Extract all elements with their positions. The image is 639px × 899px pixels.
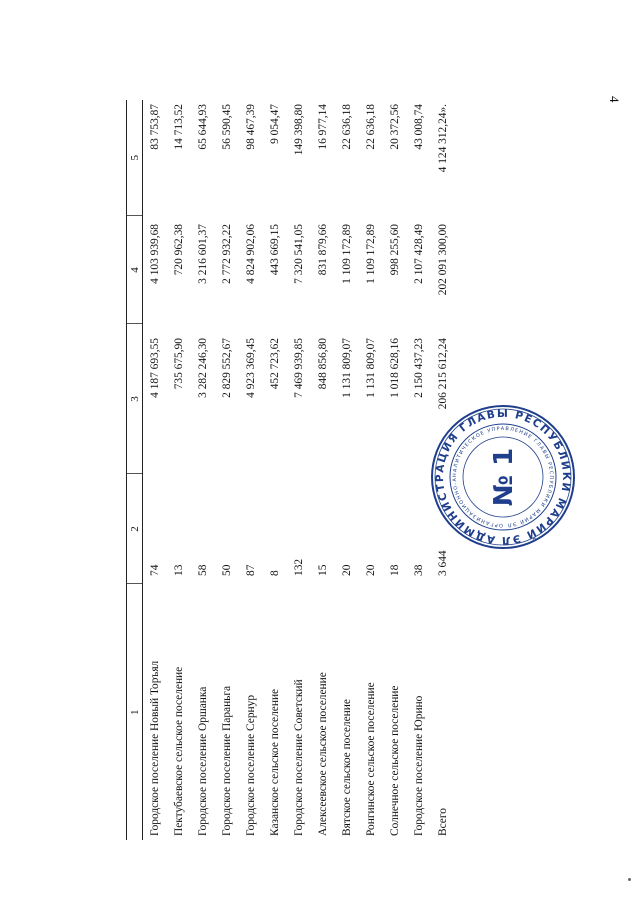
table-row bbox=[311, 100, 335, 840]
table-row bbox=[239, 100, 263, 840]
settlement-name-cell: Городское поселение Сернур bbox=[245, 694, 257, 836]
amount-col4-cell: 202 091 300,00 bbox=[437, 224, 449, 296]
amount-col5-cell: 83 753,87 bbox=[149, 104, 161, 150]
amount-col4-cell: 7 320 541,05 bbox=[293, 224, 305, 284]
table-row bbox=[335, 100, 359, 840]
amount-col3-cell: 452 723,62 bbox=[269, 338, 281, 390]
seal-outer-textpath: АДМИНИСТРАЦИЯ ГЛАВЫ РЕСПУБЛИКИ МАРИЙ ЭЛ bbox=[433, 407, 573, 547]
amount-col3-cell: 2 829 552,67 bbox=[221, 338, 233, 398]
count-cell: 132 bbox=[293, 558, 305, 576]
count-cell: 20 bbox=[365, 564, 377, 576]
settlement-name-cell: Солнечное сельское поселение bbox=[389, 685, 401, 836]
amount-col4-cell: 998 255,60 bbox=[389, 224, 401, 276]
amount-col4-cell: 1 109 172,89 bbox=[341, 224, 353, 284]
amount-col3-cell: 735 675,90 bbox=[173, 338, 185, 390]
amount-col5-cell: 16 977,14 bbox=[317, 104, 329, 150]
column-number: 5 bbox=[127, 100, 143, 216]
settlement-name-cell: Вятское сельское поселение bbox=[341, 699, 353, 836]
page-number: 4 bbox=[607, 96, 622, 103]
amount-col3-cell: 1 131 809,07 bbox=[365, 338, 377, 398]
amount-col4-cell: 831 879,66 bbox=[317, 224, 329, 276]
rotated-table-container bbox=[126, 100, 449, 840]
table-row bbox=[167, 100, 191, 840]
amount-col5-cell: 22 636,18 bbox=[341, 104, 353, 150]
amount-col4-cell: 3 216 601,37 bbox=[197, 224, 209, 284]
amount-col5-cell: 14 713,52 bbox=[173, 104, 185, 150]
amount-col3-cell: 1 018 628,16 bbox=[389, 338, 401, 398]
amount-col4-cell: 1 109 172,89 bbox=[365, 224, 377, 284]
amount-col5-cell: 98 467,39 bbox=[245, 104, 257, 150]
table-row bbox=[143, 100, 168, 840]
table-body bbox=[127, 100, 456, 840]
table-row bbox=[383, 100, 407, 840]
table-row bbox=[263, 100, 287, 840]
round-seal bbox=[428, 402, 578, 552]
amount-col3-cell: 848 856,80 bbox=[317, 338, 329, 390]
settlement-name-cell: Городское поселение Новый Торъял bbox=[149, 660, 161, 836]
amount-col4-cell: 720 962,38 bbox=[173, 224, 185, 276]
amount-col3-cell: 7 469 939,85 bbox=[293, 338, 305, 398]
count-cell: 20 bbox=[341, 564, 353, 576]
amount-col3-cell: 3 282 246,30 bbox=[197, 338, 209, 398]
binder-hole-mark bbox=[628, 878, 631, 881]
amount-col3-cell: 4 187 693,55 bbox=[149, 338, 161, 398]
settlement-name-cell: Городское поселение Советский bbox=[293, 679, 305, 836]
amount-col3-cell: 4 923 369,45 bbox=[245, 338, 257, 398]
amount-col5-cell: 43 008,74 bbox=[413, 104, 425, 150]
column-number-row bbox=[127, 100, 143, 840]
count-cell: 15 bbox=[317, 564, 329, 576]
settlement-name-cell: Ронгинское сельское поселение bbox=[365, 682, 377, 836]
amount-col5-cell: 149 398,80 bbox=[293, 104, 305, 156]
column-number: 4 bbox=[127, 216, 143, 324]
count-cell: 87 bbox=[245, 564, 257, 576]
amount-col3-cell: 206 215 612,24 bbox=[437, 338, 449, 410]
count-cell: 58 bbox=[197, 564, 209, 576]
amount-col4-cell: 4 103 939,68 bbox=[149, 224, 161, 284]
count-cell: 50 bbox=[221, 564, 233, 576]
table-row bbox=[191, 100, 215, 840]
amount-col4-cell: 2 107 428,49 bbox=[413, 224, 425, 284]
count-cell: 8 bbox=[269, 570, 281, 576]
settlement-name-cell: Алексеевское сельское поселение bbox=[317, 672, 329, 836]
amount-col5-cell: 56 590,45 bbox=[221, 104, 233, 150]
amount-col4-cell: 4 824 902,06 bbox=[245, 224, 257, 284]
count-cell: 13 bbox=[173, 564, 185, 576]
table-row bbox=[287, 100, 311, 840]
table-row bbox=[215, 100, 239, 840]
column-number: 2 bbox=[127, 474, 143, 584]
amount-col5-cell: 22 636,18 bbox=[365, 104, 377, 150]
amount-col4-cell: 443 669,15 bbox=[269, 224, 281, 276]
settlement-name-cell: Казанское сельское поселение bbox=[269, 688, 281, 836]
amount-col3-cell: 1 131 809,07 bbox=[341, 338, 353, 398]
amount-col5-cell: 65 644,93 bbox=[197, 104, 209, 150]
count-cell: 3 644 bbox=[437, 550, 449, 576]
count-cell: 18 bbox=[389, 564, 401, 576]
settlement-name-cell: Городское поселение Параньга bbox=[221, 685, 233, 836]
column-number: 1 bbox=[127, 584, 143, 840]
amount-col3-cell: 2 150 437,23 bbox=[413, 338, 425, 398]
settlement-name-cell: Городское поселение Оршанка bbox=[197, 686, 209, 836]
settlement-name-cell: Пектубаевское сельское поселение bbox=[173, 666, 185, 836]
settlement-name-cell: Городское поселение Юрино bbox=[413, 695, 425, 836]
settlement-name-cell: Всего bbox=[437, 808, 449, 836]
table-row bbox=[359, 100, 383, 840]
amount-col4-cell: 2 772 932,22 bbox=[221, 224, 233, 284]
amount-col5-cell: 4 124 312,24». bbox=[437, 104, 449, 173]
amount-col5-cell: 20 372,56 bbox=[389, 104, 401, 150]
data-table bbox=[126, 100, 455, 840]
amount-col5-cell: 9 054,47 bbox=[269, 104, 281, 144]
column-number: 3 bbox=[127, 324, 143, 474]
count-cell: 74 bbox=[149, 564, 161, 576]
seal-inner-textpath: ОРГАНИЗАЦИОННО-АНАЛИТИЧЕСКОЕ УПРАВЛЕНИЕ ГЛАВЫ РЕСПУБЛИКИ МАРИЙ ЭЛ bbox=[451, 425, 555, 529]
seal-center-number: № 1 bbox=[489, 447, 519, 507]
count-cell: 38 bbox=[413, 564, 425, 576]
